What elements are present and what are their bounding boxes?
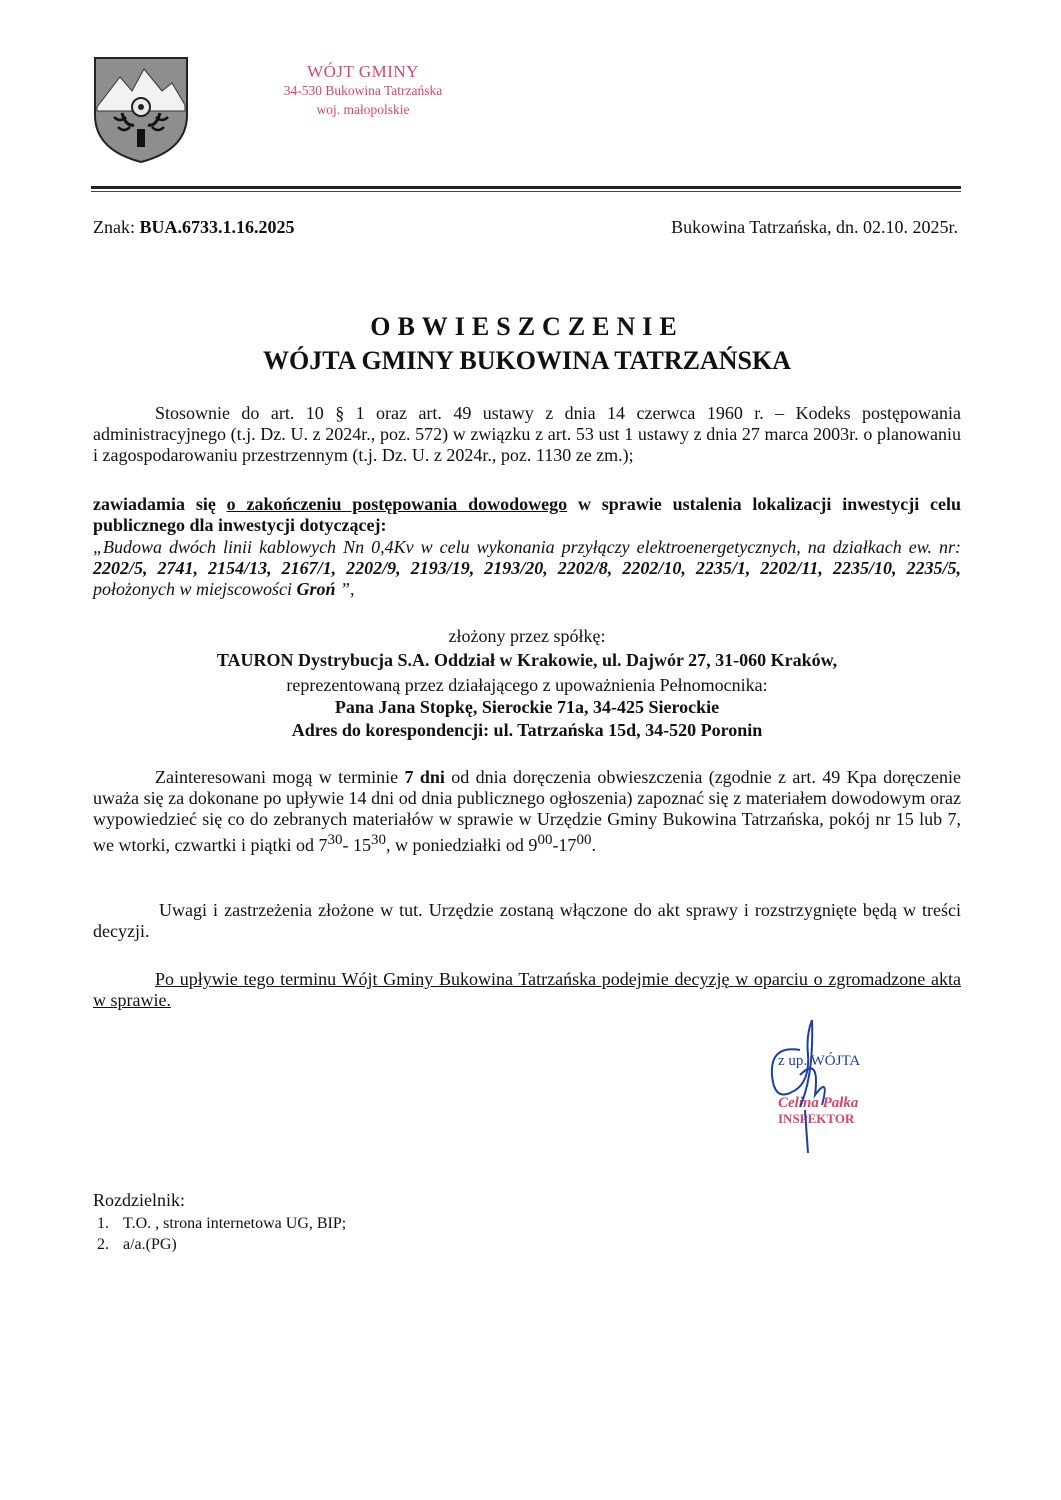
notice-underlined: o zakończeniu postępowania dowodowego: [226, 494, 568, 514]
reference-value: BUA.6733.1.16.2025: [139, 217, 295, 237]
time-sup: 30: [370, 832, 386, 848]
inspection-paragraph: [93, 767, 961, 856]
distribution-label: Rozdzielnik:: [93, 1190, 185, 1210]
stamp-region: woj. małopolskie: [316, 102, 410, 117]
correspondence-address: Adres do korespondencji: ul. Tatrzańska 15d, 34-520 Poronin: [291, 720, 763, 740]
inspection-text-d: , w poniedziałki od 9: [385, 835, 538, 855]
investment-text: „Budowa dwóch linii kablowych Nn 0,4Kv w celu wykonania przyłączy elektroenergetycznych, na działkach ew. nr:: [93, 537, 961, 557]
investment-description: [93, 537, 961, 600]
stamp-address: 34-530 Bukowina Tatrzańska: [283, 83, 443, 98]
notice-text-b: w sprawie ustalenia lokalizacji inwestycji celu publicznego dla inwestycji dotyczącej:: [93, 494, 962, 535]
time-sup: 30: [327, 832, 343, 848]
stamp-title: WÓJT GMINY: [307, 62, 419, 81]
signature-stamp-name: Celina Pałka: [778, 1095, 859, 1111]
inspection-text-a: Zainteresowani mogą w terminie: [155, 767, 405, 787]
header-divider: [91, 186, 961, 189]
inspection-text-f: .: [591, 835, 596, 855]
inspection-text-b: od dnia doręczenia obwieszczenia (zgodnie z art. 49 Kpa doręczenie uważa się za dokonane po upływie 14 dni od dnia publicznego ogłoszenia) zapoznać się z materiałem dowodowym oraz wypowiedzieć się co do zebranych materiałów w sprawie w Urzędzie Gminy Bukowina Tatrzańska, pokój nr 15 lub 7, we wtorki, czwartki i piątki od 7: [93, 767, 962, 855]
signature-stamp-title: INSPEKTOR: [778, 1111, 855, 1126]
inspection-text-c: - 15: [342, 835, 371, 855]
legal-basis-paragraph: [93, 403, 961, 466]
coat-of-arms-icon: [92, 55, 190, 165]
investment-quote-end: ”,: [335, 579, 355, 599]
proxy-name: Pana Jana Stopkę, Sierockie 71a, 34-425 Sierockie: [334, 697, 720, 717]
office-stamp: [248, 62, 478, 119]
notice-paragraph: [93, 494, 961, 536]
remarks-paragraph: [93, 900, 961, 942]
reference-number: [93, 217, 295, 238]
list-item: [93, 1213, 346, 1234]
submitted-by-label: złożony przez spółkę:: [448, 626, 606, 646]
document-date: Bukowina Tatrzańska, dn. 02.10. 2025r.: [671, 217, 958, 237]
legal-basis-text: Stosownie do art. 10 § 1 oraz art. 49 ustawy z dnia 14 czerwca 1960 r. – Kodeks postępowania administracyjnego (t.j. Dz. U. z 2024r., poz. 572) w związku z art. 53 ust 1 ustawy z dnia 27 marca 2003r. o planowaniu i zagospodarowaniu przestrzennym (t.j. Dz. U. z 2024r., poz. 1130 ze zm.);: [93, 403, 961, 465]
signature-stamp: [760, 1015, 910, 1155]
time-sup: 00: [576, 832, 592, 848]
decision-text: Po upływie tego terminu Wójt Gminy Bukowina Tatrzańska podejmie decyzję w oparciu o zgromadzone akta w sprawie.: [93, 969, 961, 1010]
handwritten-signature-icon: [772, 1020, 825, 1153]
list-item-number: 2.: [97, 1236, 109, 1253]
list-item-number: 1.: [97, 1215, 109, 1232]
investment-location-label: położonych w miejscowości: [93, 579, 297, 599]
list-item-text: T.O. , strona internetowa UG, BIP;: [123, 1215, 347, 1232]
remarks-text: Uwagi i zastrzeżenia złożone w tut. Urzędzie zostaną włączone do akt sprawy i rozstrzygnięte będą w treści decyzji.: [93, 900, 961, 941]
signature-stamp-line1: z up. WÓJTA: [778, 1053, 861, 1069]
list-item-text: a/a.(PG): [123, 1236, 177, 1253]
decision-paragraph: [93, 969, 961, 1011]
investment-place: Groń: [296, 579, 336, 599]
reference-label: Znak:: [93, 217, 140, 237]
list-item: [93, 1234, 346, 1255]
document-subtitle: WÓJTA GMINY BUKOWINA TATRZAŃSKA: [262, 346, 791, 375]
header-divider-thin: [91, 191, 961, 192]
time-sup: 00: [537, 832, 553, 848]
inspection-text-e: -17: [552, 835, 577, 855]
representation-label: reprezentowaną przez działającego z upoważnienia Pełnomocnika:: [286, 675, 768, 695]
applicant-company: TAURON Dystrybucja S.A. Oddział w Krakowie, ul. Dajwór 27, 31-060 Kraków,: [216, 650, 838, 670]
deadline-days: 7 dni: [404, 767, 445, 787]
notice-text-a: zawiadamia się: [93, 494, 227, 514]
distribution-list: [93, 1213, 346, 1255]
document-title: OBWIESZCZENIE: [370, 312, 684, 341]
plot-numbers: 2202/5, 2741, 2154/13, 2167/1, 2202/9, 2193/19, 2193/20, 2202/8, 2202/10, 2235/1, 2202/11, 2235/10, 2235/5,: [93, 558, 961, 578]
